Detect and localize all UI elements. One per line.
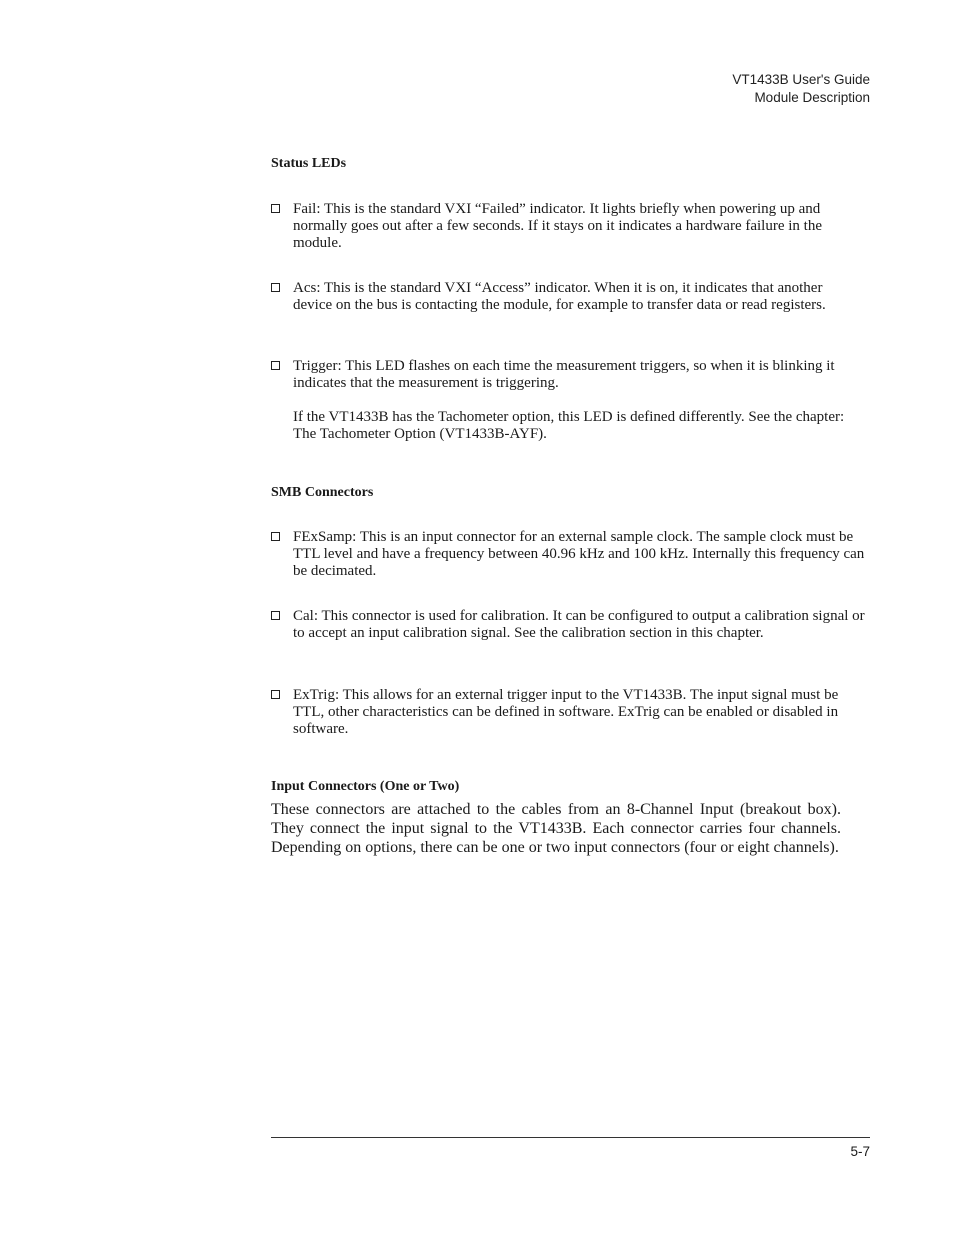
list-item-note: If the VT1433B has the Tachometer option, this LED is defined differently. See the chapter: The Tachometer Option (VT1433B-AYF).	[293, 409, 845, 442]
header-guide-title: VT1433B User's Guide	[732, 72, 870, 87]
list-item-text: Trigger: This LED flashes on each time the measurement triggers, so when it is blinking it indicates that the measurement is triggering.	[293, 358, 835, 391]
checkbox-bullet-icon	[271, 611, 280, 620]
section-heading-input-connectors: Input Connectors (One or Two)	[271, 779, 460, 794]
list-item-text: FExSamp: This is an input connector for an external sample clock. The sample clock must be TTL level and have a frequency between 40.96 kHz and 100 kHz. Internally this frequency can be decimated.	[293, 529, 865, 579]
list-item-text: ExTrig: This allows for an external trigger input to the VT1433B. The input signal must be TTL, other characteristics can be defined in software. ExTrig can be enabled or disabled in software.	[293, 687, 839, 737]
list-item-trigger-led	[271, 358, 865, 443]
checkbox-bullet-icon	[271, 204, 280, 213]
checkbox-bullet-icon	[271, 283, 280, 292]
list-item-text: Acs: This is the standard VXI “Access” indicator. When it is on, it indicates that another device on the bus is contacting the module, for example to transfer data or read registers.	[293, 280, 826, 313]
list-item-extrig-connector	[271, 687, 865, 738]
footer-rule	[271, 1137, 870, 1138]
list-item-fexsamp-connector	[271, 529, 865, 580]
list-item-fail-led	[271, 201, 865, 252]
header-chapter-title: Module Description	[754, 90, 870, 105]
list-item-text: Cal: This connector is used for calibration. It can be configured to output a calibration signal or to accept an input calibration signal. See the calibration section in this chapter.	[293, 608, 865, 641]
checkbox-bullet-icon	[271, 690, 280, 699]
list-item-text: Fail: This is the standard VXI “Failed” indicator. It lights briefly when powering up and normally goes out after a few seconds. If it stays on it indicates a hardware failure in the module.	[293, 201, 822, 251]
checkbox-bullet-icon	[271, 361, 280, 370]
section-heading-smb-connectors: SMB Connectors	[271, 485, 374, 500]
input-connectors-paragraph: These connectors are attached to the cables from an 8-Channel Input (breakout box). They connect the input signal to the VT1433B. Each connector carries four channels. Depending on options, there can be one or two input connectors (four or eight channels).	[271, 801, 841, 856]
list-item-acs-led	[271, 280, 865, 314]
section-heading-status-leds: Status LEDs	[271, 156, 347, 171]
page-number: 5-7	[850, 1144, 870, 1159]
checkbox-bullet-icon	[271, 532, 280, 541]
running-header	[732, 71, 870, 107]
list-item-cal-connector	[271, 608, 865, 642]
